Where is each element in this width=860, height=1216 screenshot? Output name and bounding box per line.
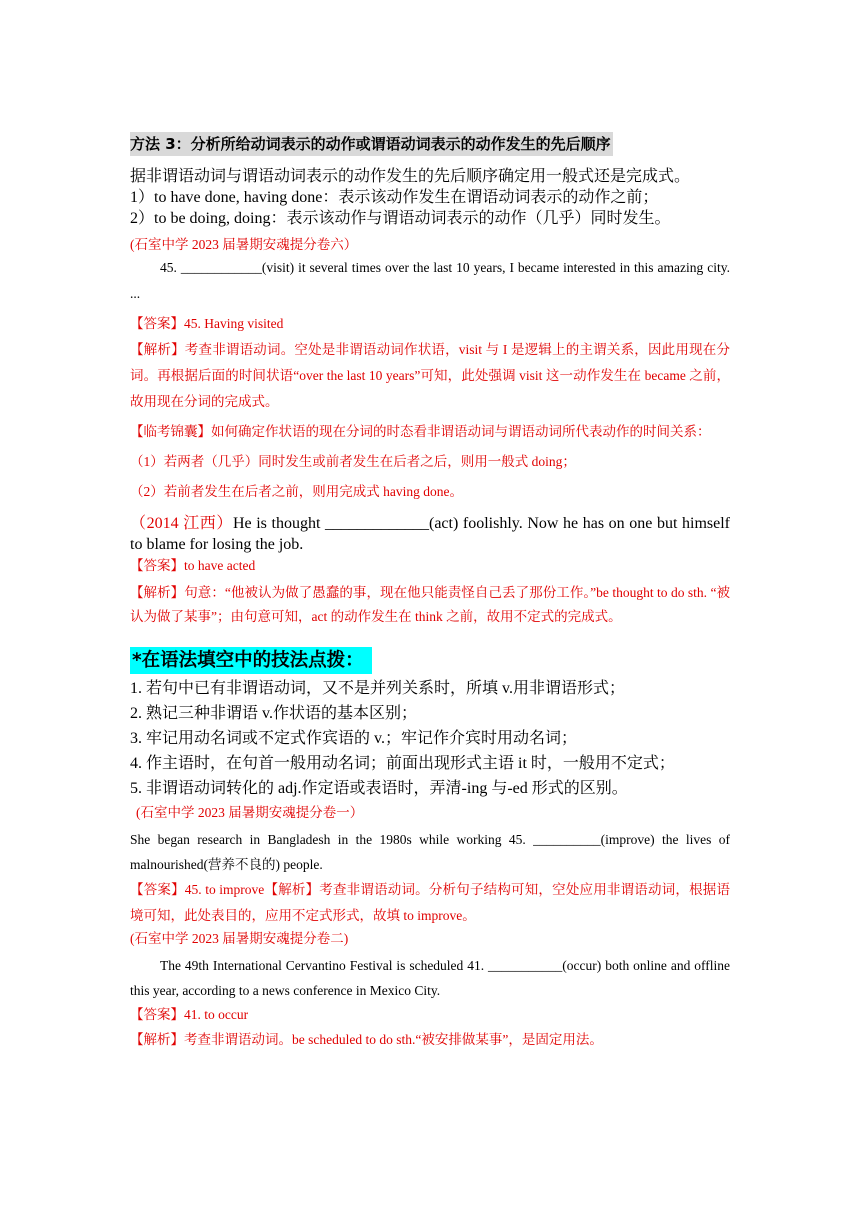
example3-question: She began research in Bangladesh in the 1980s while working 45. __________(improve) the lives of malnourished(营养不良的) people. — [130, 832, 730, 872]
example1-question-text: 45. ____________(visit) it several times over the last 10 years, I became interested in this amazing city. ... — [130, 260, 730, 301]
skills-item-1: 1. 若句中已有非谓语动词，又不是并列关系时，所填 v.用非谓语形式； — [130, 680, 625, 697]
example1-analysis: 【解析】考查非谓语动词。空处是非谓语动词作状语，visit 与 I 是逻辑上的主谓关系，因此用现在分词。再根据后面的时间状语“over the last 10 years”可知，此处强调 visit 这一动作发生在 became 之前，故用现在分词的完成式。 — [130, 342, 730, 409]
method-title: 方法 3：分析所给动词表示的动作或谓语动词表示的动作发生的先后顺序 — [130, 132, 613, 156]
example1-tip-2: （2）若前者发生在后者之前，则用完成式 having done。 — [130, 484, 463, 499]
method-intro: 据非谓语动词与谓语动词表示的动作发生的先后顺序确定用一般式还是完成式。 — [130, 168, 691, 185]
example2-question-text: He is thought _____________(act) foolishly. Now he has on one but himself to blame for losing the job. — [130, 515, 730, 553]
example1-question — [130, 255, 730, 307]
document-page — [130, 132, 730, 1053]
example1-tip: 【临考锦囊】如何确定作状语的现在分词的时态看非谓语动词与谓语动词所代表动作的时间关系： — [130, 424, 711, 439]
example3-source: (石室中学 2023 届暑期安魂提分卷一） — [136, 805, 364, 820]
example4-question: The 49th International Cervantino Festival is scheduled 41. ___________(occur) both online and offline this year, according to a news conference in Mexico City. — [130, 958, 730, 998]
method-rule-2: 2）to be doing, doing：表示该动作与谓语动词表示的动作（几乎）同时发生。 — [130, 210, 671, 227]
skills-item-3: 3. 牢记用动名词或不定式作宾语的 v.；牢记作介宾时用动名词； — [130, 730, 577, 747]
example2-answer: 【答案】to have acted — [130, 558, 256, 573]
skills-item-4: 4. 作主语时，在句首一般用动名词；前面出现形式主语 it 时，一般用不定式； — [130, 755, 675, 772]
method-rule-1: 1）to have done, having done：表示该动作发生在谓语动词表示的动作之前； — [130, 189, 659, 206]
example1-answer: 【答案】45. Having visited — [130, 316, 284, 331]
skills-item-5: 5. 非谓语动词转化的 adj.作定语或表语时，弄清-ing 与-ed 形式的区别。 — [130, 780, 628, 797]
skills-item-2: 2. 熟记三种非谓语 v.作状语的基本区别； — [130, 705, 417, 722]
example1-tip-1: （1）若两者（几乎）同时发生或前者发生在后者之后，则用一般式 doing； — [130, 454, 576, 469]
skills-list — [130, 676, 730, 801]
example2-source: （2014 江西） — [130, 515, 233, 532]
example2-analysis: 【解析】句意：“他被认为做了愚蠢的事，现在他只能责怪自己丢了那份工作。”be thought to do sth. “被认为做了某事”；由句意可知，act 的动作发生在 think 之前，故用不定式的完成式。 — [130, 585, 730, 624]
example3-answer-analysis: 【答案】45. to improve【解析】考查非谓语动词。分析句子结构可知，空处应用非谓语动词，根据语境可知，此处表目的，应用不定式形式，故填 to improve。 — [130, 882, 730, 923]
example4-source: (石室中学 2023 届暑期安魂提分卷二) — [130, 931, 349, 946]
example4-analysis: 【解析】考查非谓语动词。be scheduled to do sth.“被安排做某事”，是固定用法。 — [130, 1032, 603, 1047]
example1-source: (石室中学 2023 届暑期安魂提分卷六） — [130, 237, 358, 252]
skills-heading: *在语法填空中的技法点拨： — [130, 647, 372, 674]
example2-question — [130, 513, 730, 555]
example4-answer: 【答案】41. to occur — [130, 1007, 249, 1022]
